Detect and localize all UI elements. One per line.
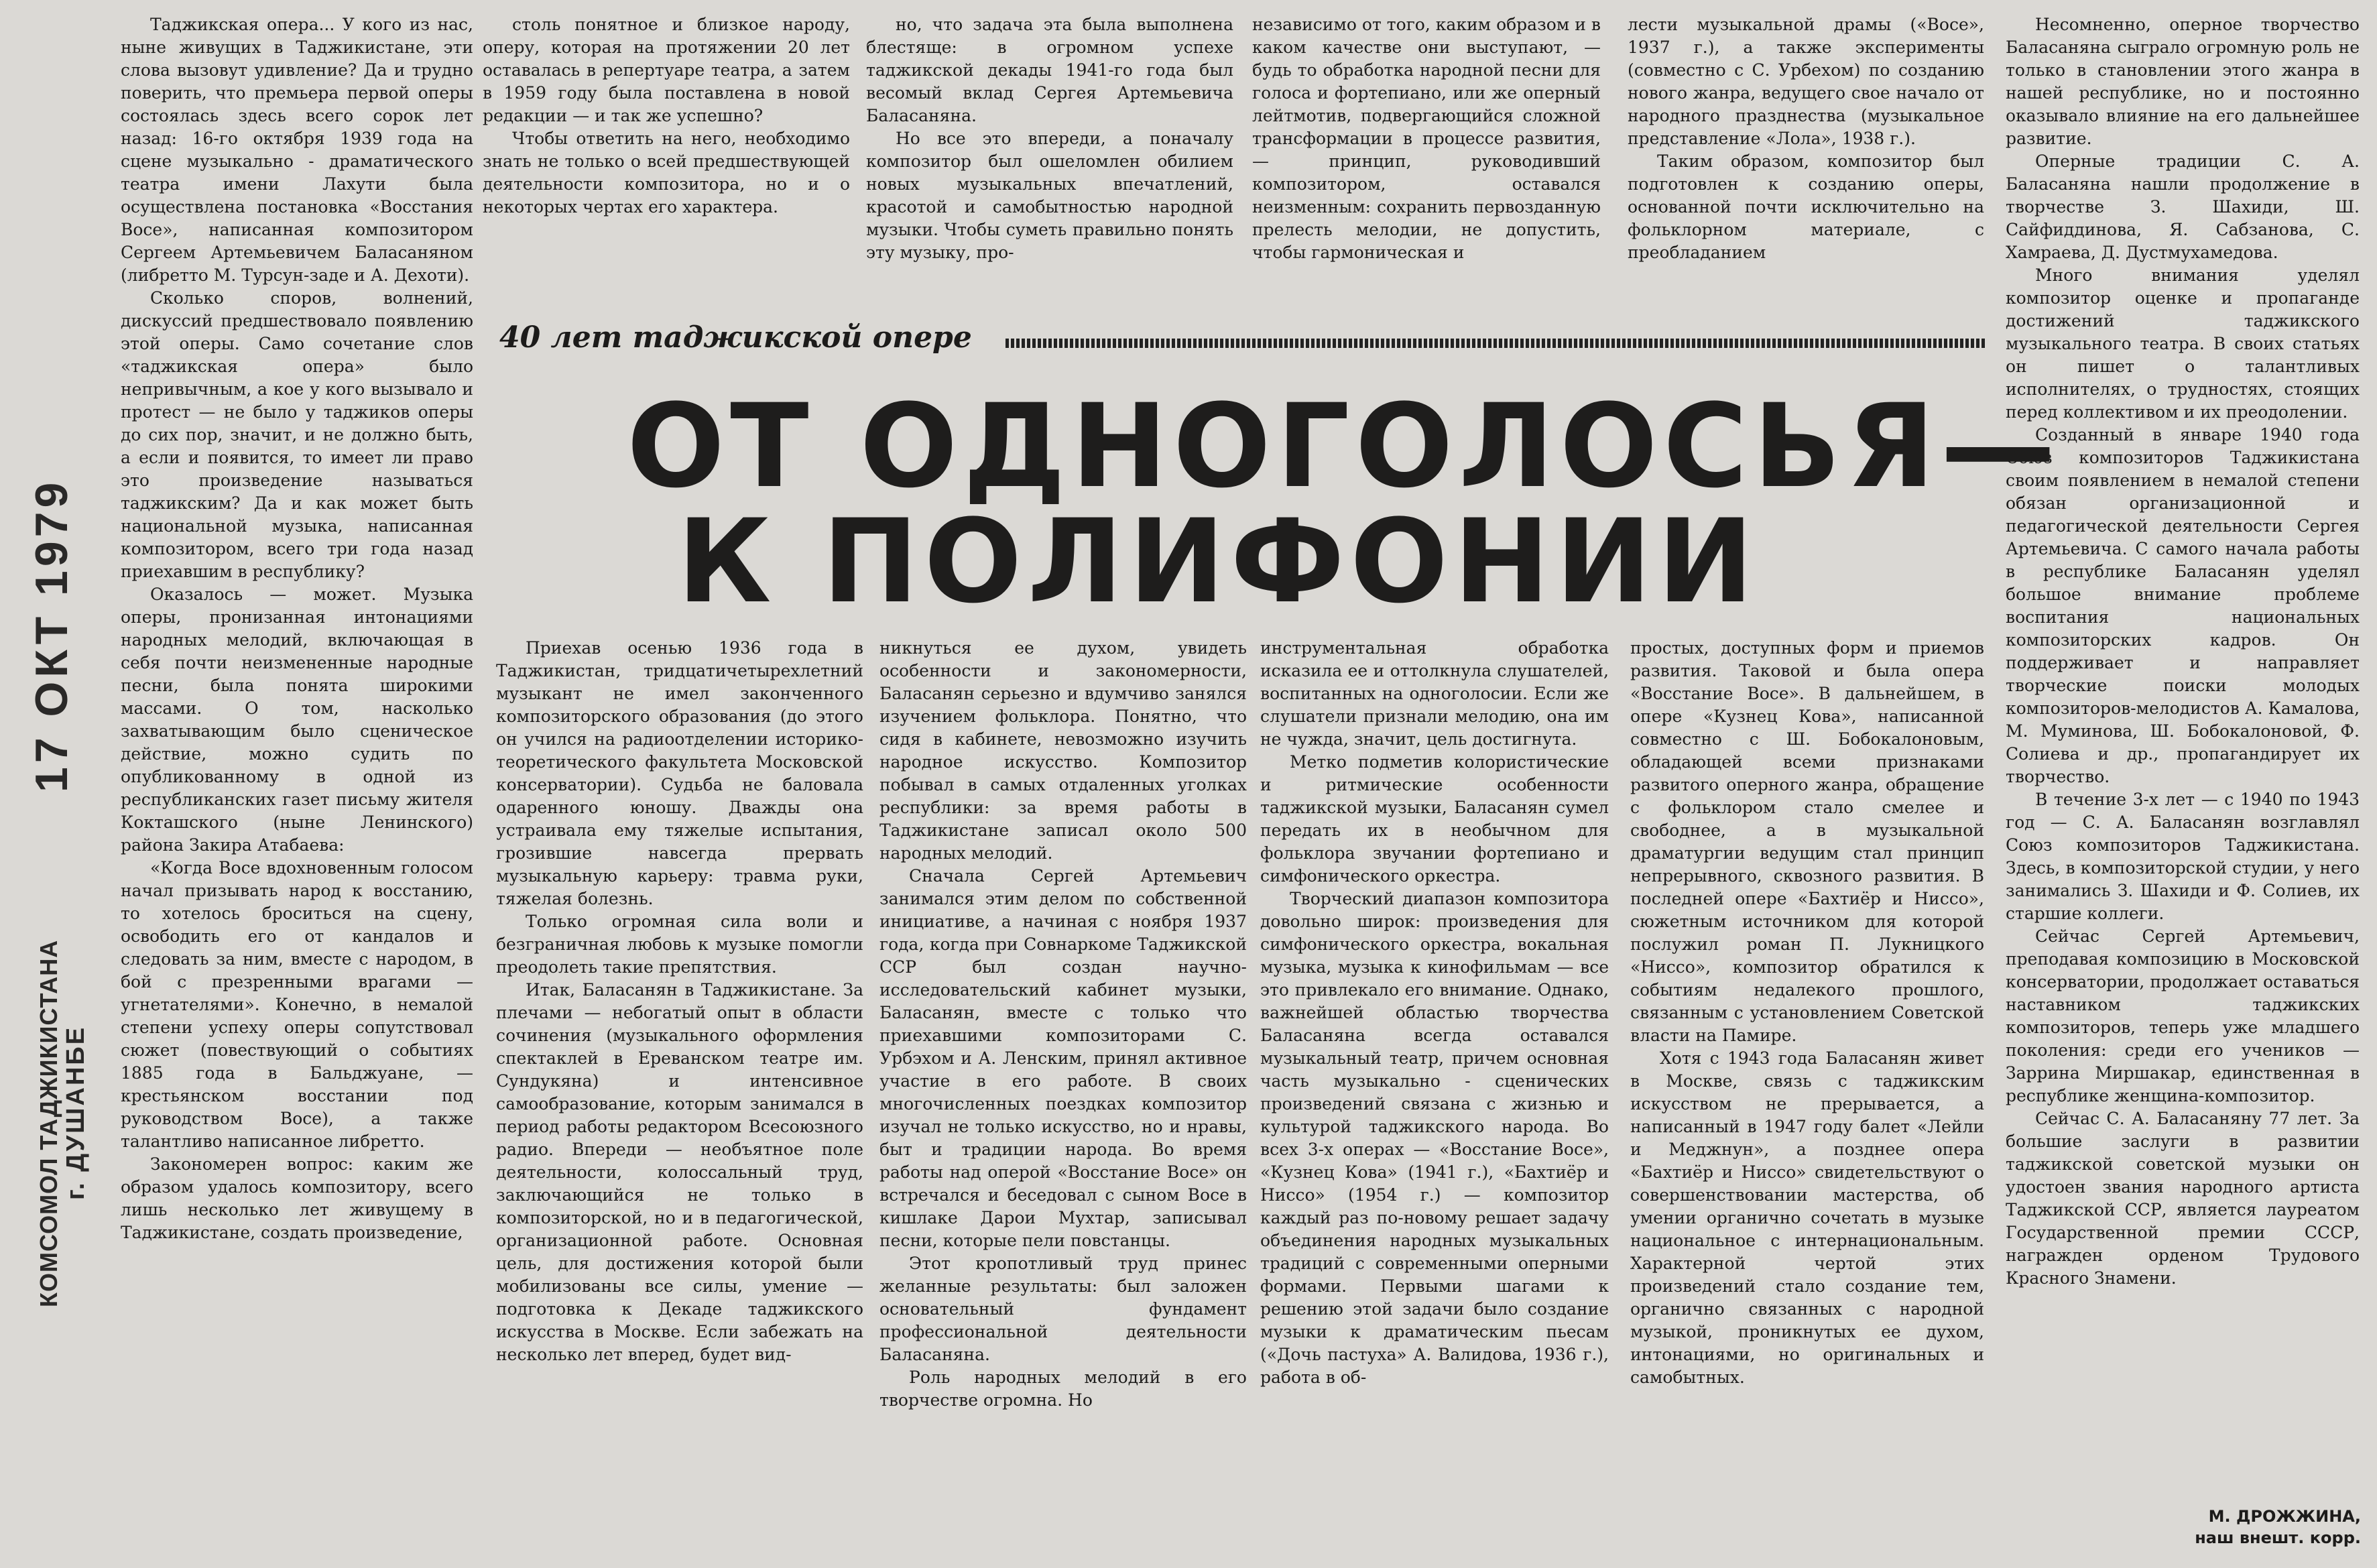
paragraph: Несомненно, оперное творчество Баласаняна сыграло огромную роль не только в становлении этого жанра в нашей республике, но и постоянно оказывало влияние на его дальнейшее развитие. (2006, 15, 2360, 148)
paragraph: столь понятное и близкое народу, оперу, которая на протяжении 20 лет оставалась в репертуаре театра, а затем в 1959 году была поставлена в новой редакции — и так же успешно? (483, 15, 850, 125)
headline-line-2: К ПОЛИФОНИИ (677, 494, 1760, 629)
author-byline (2195, 1506, 2361, 1549)
column-right (2006, 13, 2360, 1508)
column-bottom-4 (1630, 637, 1984, 1568)
paragraph: Таджикская опера... У кого из нас, ныне живущих в Таджикистане, эти слова вызовут удивление? Да и трудно поверить, что премьера первой оперы состоялась здесь всего сорок лет назад: 16-го октября 1939 года на сцене музыкально - драматического театра имени Лахути была осуществлена постановка «Восстания Восе», написанная композитором Сергеем Артемьевичем Баласаняном (либретто М. Турсун-заде и А. Дехоти). (121, 15, 473, 285)
newspaper-name-stamp: КОМСОМОЛ ТАДЖИКИСТАНА (35, 939, 62, 1307)
paragraph: Этот кропотливый труд принес желанные результаты: был заложен основательный фундамент профессиональной деятельности Баласаняна. (879, 1254, 1247, 1364)
column-bottom-2 (879, 637, 1247, 1568)
paragraph: Сейчас Сергей Артемьевич, преподавая композицию в Московской консерватории, продолжает оставаться наставником таджикских композиторов, теперь уже младшего поколения: среди его учеников — Заррина Миршакар, единственная в республике женщина-композитор. (2006, 926, 2360, 1105)
paragraph: Много внимания уделял композитор оценке и пропаганде достижений таджикского музыкального театра. В своих статьях он пишет о талантливых исполнителях, о трудностях, стоящих перед коллективом и их преодолении. (2006, 265, 2360, 422)
article-kicker: 40 лет таджикской опере (499, 320, 972, 355)
paragraph: Оказалось — может. Музыка оперы, пронизанная интонациями народных мелодий, включающая в себя почти неизмененные народные песни, была понята широкими массами. О том, насколько захватывающим было сценическое действие, можно судить по опубликованному в одной из республиканских газет письму жителя Кокташского (ныне Ленинского) района Закира Атабаева: (121, 585, 473, 855)
column-bottom-3 (1260, 637, 1609, 1568)
paragraph: «Когда Восе вдохновенным голосом начал призывать народ к восстанию, то хотелось броситься на сцену, освободить его от кандалов и следовать за ним, вместе с народом, в бой с презренными врагами — угнетателями». Конечно, в немалой степени успеху оперы сопутствовал сюжет (повествующий о событиях 1885 года в Бальджуане, — крестьянском восстании под руководством Восе), а также талантливо написанное либретто. (121, 858, 473, 1151)
paragraph: Оперные традиции С. А. Баласаняна нашли продолжение в творчестве З. Шахиди, Ш. Сайфиддинова, Я. Сабзанова, С. Хамраева, Д. Дустмухамедова. (2006, 152, 2360, 262)
city-stamp: г. ДУШАНБЕ (62, 1025, 90, 1200)
column-top-5 (1628, 13, 1984, 308)
paragraph: В течение 3-х лет — с 1940 по 1943 год — С. А. Баласанян возглавлял Союз композиторов Таджикистана. Здесь, в композиторской студии, у него занимались З. Шахиди и Ф. Солиев, их старшие коллеги. (2006, 790, 2360, 923)
date-stamp: 17 ОКТ 1979 (26, 478, 77, 792)
kicker-rule (1005, 339, 1986, 348)
paragraph: Сейчас С. А. Баласаняну 77 лет. За большие заслуги в развитии таджикской советской музыки он удостоен звания народного артиста Таджикской ССР, является лауреатом Государственной премии СССР, награжден орденом Трудового Красного Знамени. (2006, 1109, 2360, 1288)
paragraph: Сначала Сергей Артемьевич занимался этим делом по собственной инициативе, а начиная с ноября 1937 года, когда при Совнаркоме Таджикской ССР был создан научно-исследовательский кабинет музыки, Баласанян, вместе с только что приехавшими композиторами С. Урбэхом и А. Ленским, принял активное участие в его работе. В своих многочисленных поездках композитор изучал не только искусство, но и нравы, быт и традиции народа. Во время работы над оперой «Восстание Восе» он встречался и беседовал с сыном Восе в кишлаке Дарои Мухтар, записывал песни, которые пели повстанцы. (879, 866, 1247, 1250)
paragraph: Приехав осенью 1936 года в Таджикистан, тридцатичетырехлетний музыкант не имел законченного композиторского образования (до этого он учился на радиоотделении историко-теоретического факультета Московской консерватории). Судьба не баловала одаренного юношу. Дважды она устраивала ему тяжелые испытания, грозившие навсегда прервать музыкальную карьеру: травма руки, тяжелая болезнь. (496, 638, 863, 908)
paragraph: Чтобы ответить на него, необходимо знать не только о всей предшествующей деятельности композитора, но и о некоторых чертах его характера. (483, 129, 850, 217)
headline-line-1: ОТ ОДНОГОЛОСЬЯ— (627, 379, 2061, 514)
column-top-2 (483, 13, 850, 308)
paragraph: независимо от того, каким образом и в каком качестве они выступают, — будь то обработка народной песни для голоса и фортепиано, или же оперный лейтмотив, подвергающийся сложной трансформации в процессе развития, — принцип, руководивший композитором, оставался неизменным: сохранить первозданную прелесть мелодии, не допустить, чтобы гармоническая и (1252, 15, 1601, 262)
column-top-4 (1252, 13, 1601, 308)
paragraph: Закономерен вопрос: каким же образом удалось композитору, всего лишь несколько лет живущему в Таджикистане, создать произведение, (121, 1154, 473, 1242)
paragraph: Таким образом, композитор был подготовлен к созданию оперы, основанной почти исключительно на фольклорном материале, с преобладанием (1628, 152, 1984, 262)
column-top-3 (866, 13, 1233, 308)
column-top-1 (121, 13, 473, 1568)
paragraph: но, что задача эта была выполнена блестяще: в огромном успехе таджикской декады 1941-го года был весомый вклад Сергея Артемьевича Баласаняна. (866, 15, 1233, 125)
paragraph: Созданный в январе 1940 года Союз композиторов Таджикистана своим появлением в немалой степени обязан организационной и педагогической деятельности Сергея Артемьевича. С самого начала работы в республике Баласанян уделял большое внимание проблеме воспитания национальных композиторских кадров. Он поддерживает и направляет творческие поиски молодых композиторов-мелодистов А. Камалова, М. Муминова, Ш. Бобокалоновой, Ф. Солиева и др., пропагандирует их творчество. (2006, 425, 2360, 786)
paragraph: Роль народных мелодий в его творчестве огромна. Но (879, 1368, 1247, 1410)
paragraph: Сколько споров, волнений, дискуссий предшествовало появлению этой оперы. Само сочетание слов «таджикская опера» было непривычным, а кое у кого вызывало и протест — не было у таджиков оперы до сих пор, значит, и не должно быть, а если и появится, то имеет ли право это произведение называться таджикским? Да и как может быть национальной музыка, написанная композитором, всего три года назад приехавшим в республику? (121, 288, 473, 581)
paragraph: инструментальная обработка исказила ее и оттолкнула слушателей, воспитанных на одноголосии. Если же слушатели признали мелодию, она им не чужда, значит, цель достигнута. (1260, 638, 1609, 749)
author-role: наш внешт. корр. (2195, 1528, 2361, 1547)
paragraph: простых, доступных форм и приемов развития. Таковой и была опера «Восстание Восе». В дальнейшем, в опере «Кузнец Кова», написанной совместно с Ш. Бобокалоновым, обладающей всеми признаками развитого оперного жанра, обращение с фольклором стало смелее и свободнее, а в музыкальной драматургии ведущим стал принцип непрерывного, сквозного развития. В последней опере «Бахтиёр и Нисcо», сюжетным источником для которой послужил роман П. Лукницкого «Нисcо», композитор обратился к событиям недалекого прошлого, связанным с установлением Советской власти на Памире. (1630, 638, 1984, 1045)
paragraph: никнуться ее духом, увидеть особенности и закономерности, Баласанян серьезно и вдумчиво занялся изучением фольклора. Понятно, что сидя в кабинете, невозможно изучить народное искусство. Композитор побывал в самых отдаленных уголках республики: за время работы в Таджикистане записал около 500 народных мелодий. (879, 638, 1247, 863)
paragraph: Хотя с 1943 года Баласанян живет в Москве, связь с таджикским искусством не прерывается, а написанный в 1947 году балет «Лейли и Меджнун», а позднее опера «Бахтиёр и Нисcо» свидетельствуют о совершенствовании мастерства, об умении органично сочетать в музыке национальное с интернациональным. Характерной чертой этих произведений стало создание тем, органично связанных с народной музыкой, проникнутых ее духом, интонациями, но оригинальных и самобытных. (1630, 1048, 1984, 1387)
paragraph: Метко подметив колористические и ритмические особенности таджикской музыки, Баласанян сумел передать их в необычном для фольклора звучании фортепиано и симфонического оркестра. (1260, 752, 1609, 886)
column-bottom-1 (496, 637, 863, 1568)
paragraph: Только огромная сила воли и безграничная любовь к музыке помогли преодолеть такие препятствия. (496, 912, 863, 977)
paragraph: Но все это впереди, а поначалу композитор был ошеломлен обилием новых музыкальных впечатлений, красотой и самобытностью народной музыки. Чтобы суметь правильно понять эту музыку, про- (866, 129, 1233, 262)
paragraph: Итак, Баласанян в Таджикистане. За плечами — небогатый опыт в области сочинения (музыкального оформления спектаклей в Ереванском театре им. Сундукяна) и интенсивное самообразование, которым занимался в период работы редактором Всесоюзного радио. Впереди — необъятное поле деятельности, колоссальный труд, заключающийся не только в композиторской, но и в педагогической, организационной работе. Основная цель, для достижения которой были мобилизованы все силы, умение — подготовка к Декаде таджикского искусства в Москве. Если забежать на несколько лет вперед, будет вид- (496, 980, 863, 1364)
paragraph: Творческий диапазон композитора довольно широк: произведения для симфонического оркестра, вокальная музыка, музыка к кинофильмам — все это привлекало его внимание. Однако, важнейшей областью творчества Баласаняна всегда оставался музыкальный театр, причем основная часть музыкально - сценических произведений связана с жизнью и культурой таджикского народа. Во всех 3-х операх — «Восстание Восе», «Кузнец Кова» (1941 г.), «Бахтиёр и Ниссо» (1954 г.) — композитор каждый раз по-новому решает задачу объединения народных музыкальных традиций с современными оперными формами. Первыми шагами к решению этой задачи было создание музыки к драматическим пьесам («Дочь пастуха» А. Валидова, 1936 г.), работа в об- (1260, 889, 1609, 1387)
author-name: М. ДРОЖЖИНА, (2208, 1507, 2361, 1526)
paragraph: лести музыкальной драмы («Восе», 1937 г.), а также эксперименты (совместно с С. Урбехом) по созданию нового жанра, ведущего свое начало от народного празднества (музыкальное представление «Лола», 1938 г.). (1628, 15, 1984, 148)
